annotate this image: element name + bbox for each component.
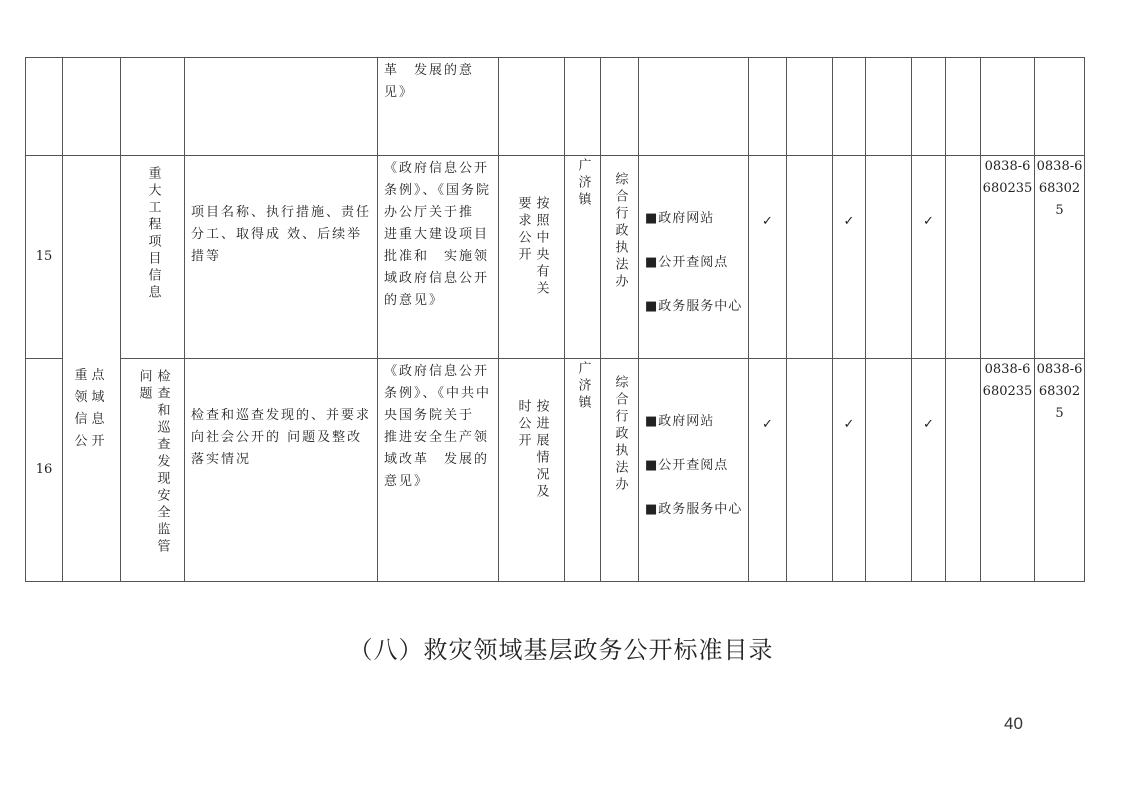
body-cell: 广济镇 bbox=[575, 361, 591, 412]
body-cell: 广济镇 bbox=[575, 158, 591, 209]
phone-cell: 0838-6683025 bbox=[1035, 359, 1085, 582]
way-item: ■政务服务中心 bbox=[645, 299, 743, 314]
timeframe-cell: 按进展情况及时公开 bbox=[515, 399, 549, 501]
way-item: ■公开查阅点 bbox=[645, 255, 729, 270]
item-name: 检查和巡查发现安全监管问题 bbox=[136, 369, 170, 556]
timeframe-cell: 按照中央有关要求公开 bbox=[515, 196, 549, 298]
check-mark: ✓ bbox=[749, 156, 787, 359]
way-item: ■政府网站 bbox=[645, 414, 715, 429]
phone-cell: 0838-6680235 bbox=[981, 156, 1035, 359]
category-label: 重点领域信息公开 bbox=[74, 367, 109, 449]
phone-cell: 0838-6680235 bbox=[981, 359, 1035, 582]
basis-cell: 《政府信息公开条例》、《国务院办公厅关于推 进重大建设项目批准和 实施领域政府信息公开的意见》 bbox=[384, 161, 492, 308]
page-number: 40 bbox=[1004, 714, 1023, 733]
check-mark: ✓ bbox=[912, 359, 946, 582]
table-row bbox=[26, 156, 1085, 359]
publish-ways bbox=[639, 184, 748, 342]
basis-cell: 《政府信息公开条例》、《中共中央国务院关于 推进安全生产领域改革 发展的意见》 bbox=[384, 364, 492, 489]
content-cell: 项目名称、执行措施、责任分工、取得成 效、后续举措等 bbox=[191, 205, 372, 264]
row-number: 16 bbox=[26, 359, 63, 582]
dept-cell: 综合行政执法办 bbox=[612, 172, 628, 291]
row-number: 15 bbox=[26, 156, 63, 359]
publish-ways bbox=[639, 387, 748, 545]
item-name: 重大工程项目信息 bbox=[145, 166, 161, 302]
phone-cell: 0838-6683025 bbox=[1035, 156, 1085, 359]
check-mark: ✓ bbox=[912, 156, 946, 359]
section-heading: （八）救灾领域基层政务公开标准目录 bbox=[348, 636, 774, 664]
dept-cell: 综合行政执法办 bbox=[612, 375, 628, 494]
way-item: ■公开查阅点 bbox=[645, 458, 729, 473]
check-mark: ✓ bbox=[833, 359, 866, 582]
way-item: ■政务服务中心 bbox=[645, 502, 743, 517]
basis-cell: 革 发展的意见》 bbox=[384, 63, 475, 100]
table-row bbox=[26, 58, 1085, 156]
check-mark: ✓ bbox=[833, 156, 866, 359]
catalog-table bbox=[25, 57, 1085, 582]
check-mark: ✓ bbox=[749, 359, 787, 582]
content-cell: 检查和巡查发现的、并要求向社会公开的 问题及整改落实情况 bbox=[191, 408, 372, 467]
way-item: ■政府网站 bbox=[645, 211, 715, 226]
table-row bbox=[26, 359, 1085, 582]
